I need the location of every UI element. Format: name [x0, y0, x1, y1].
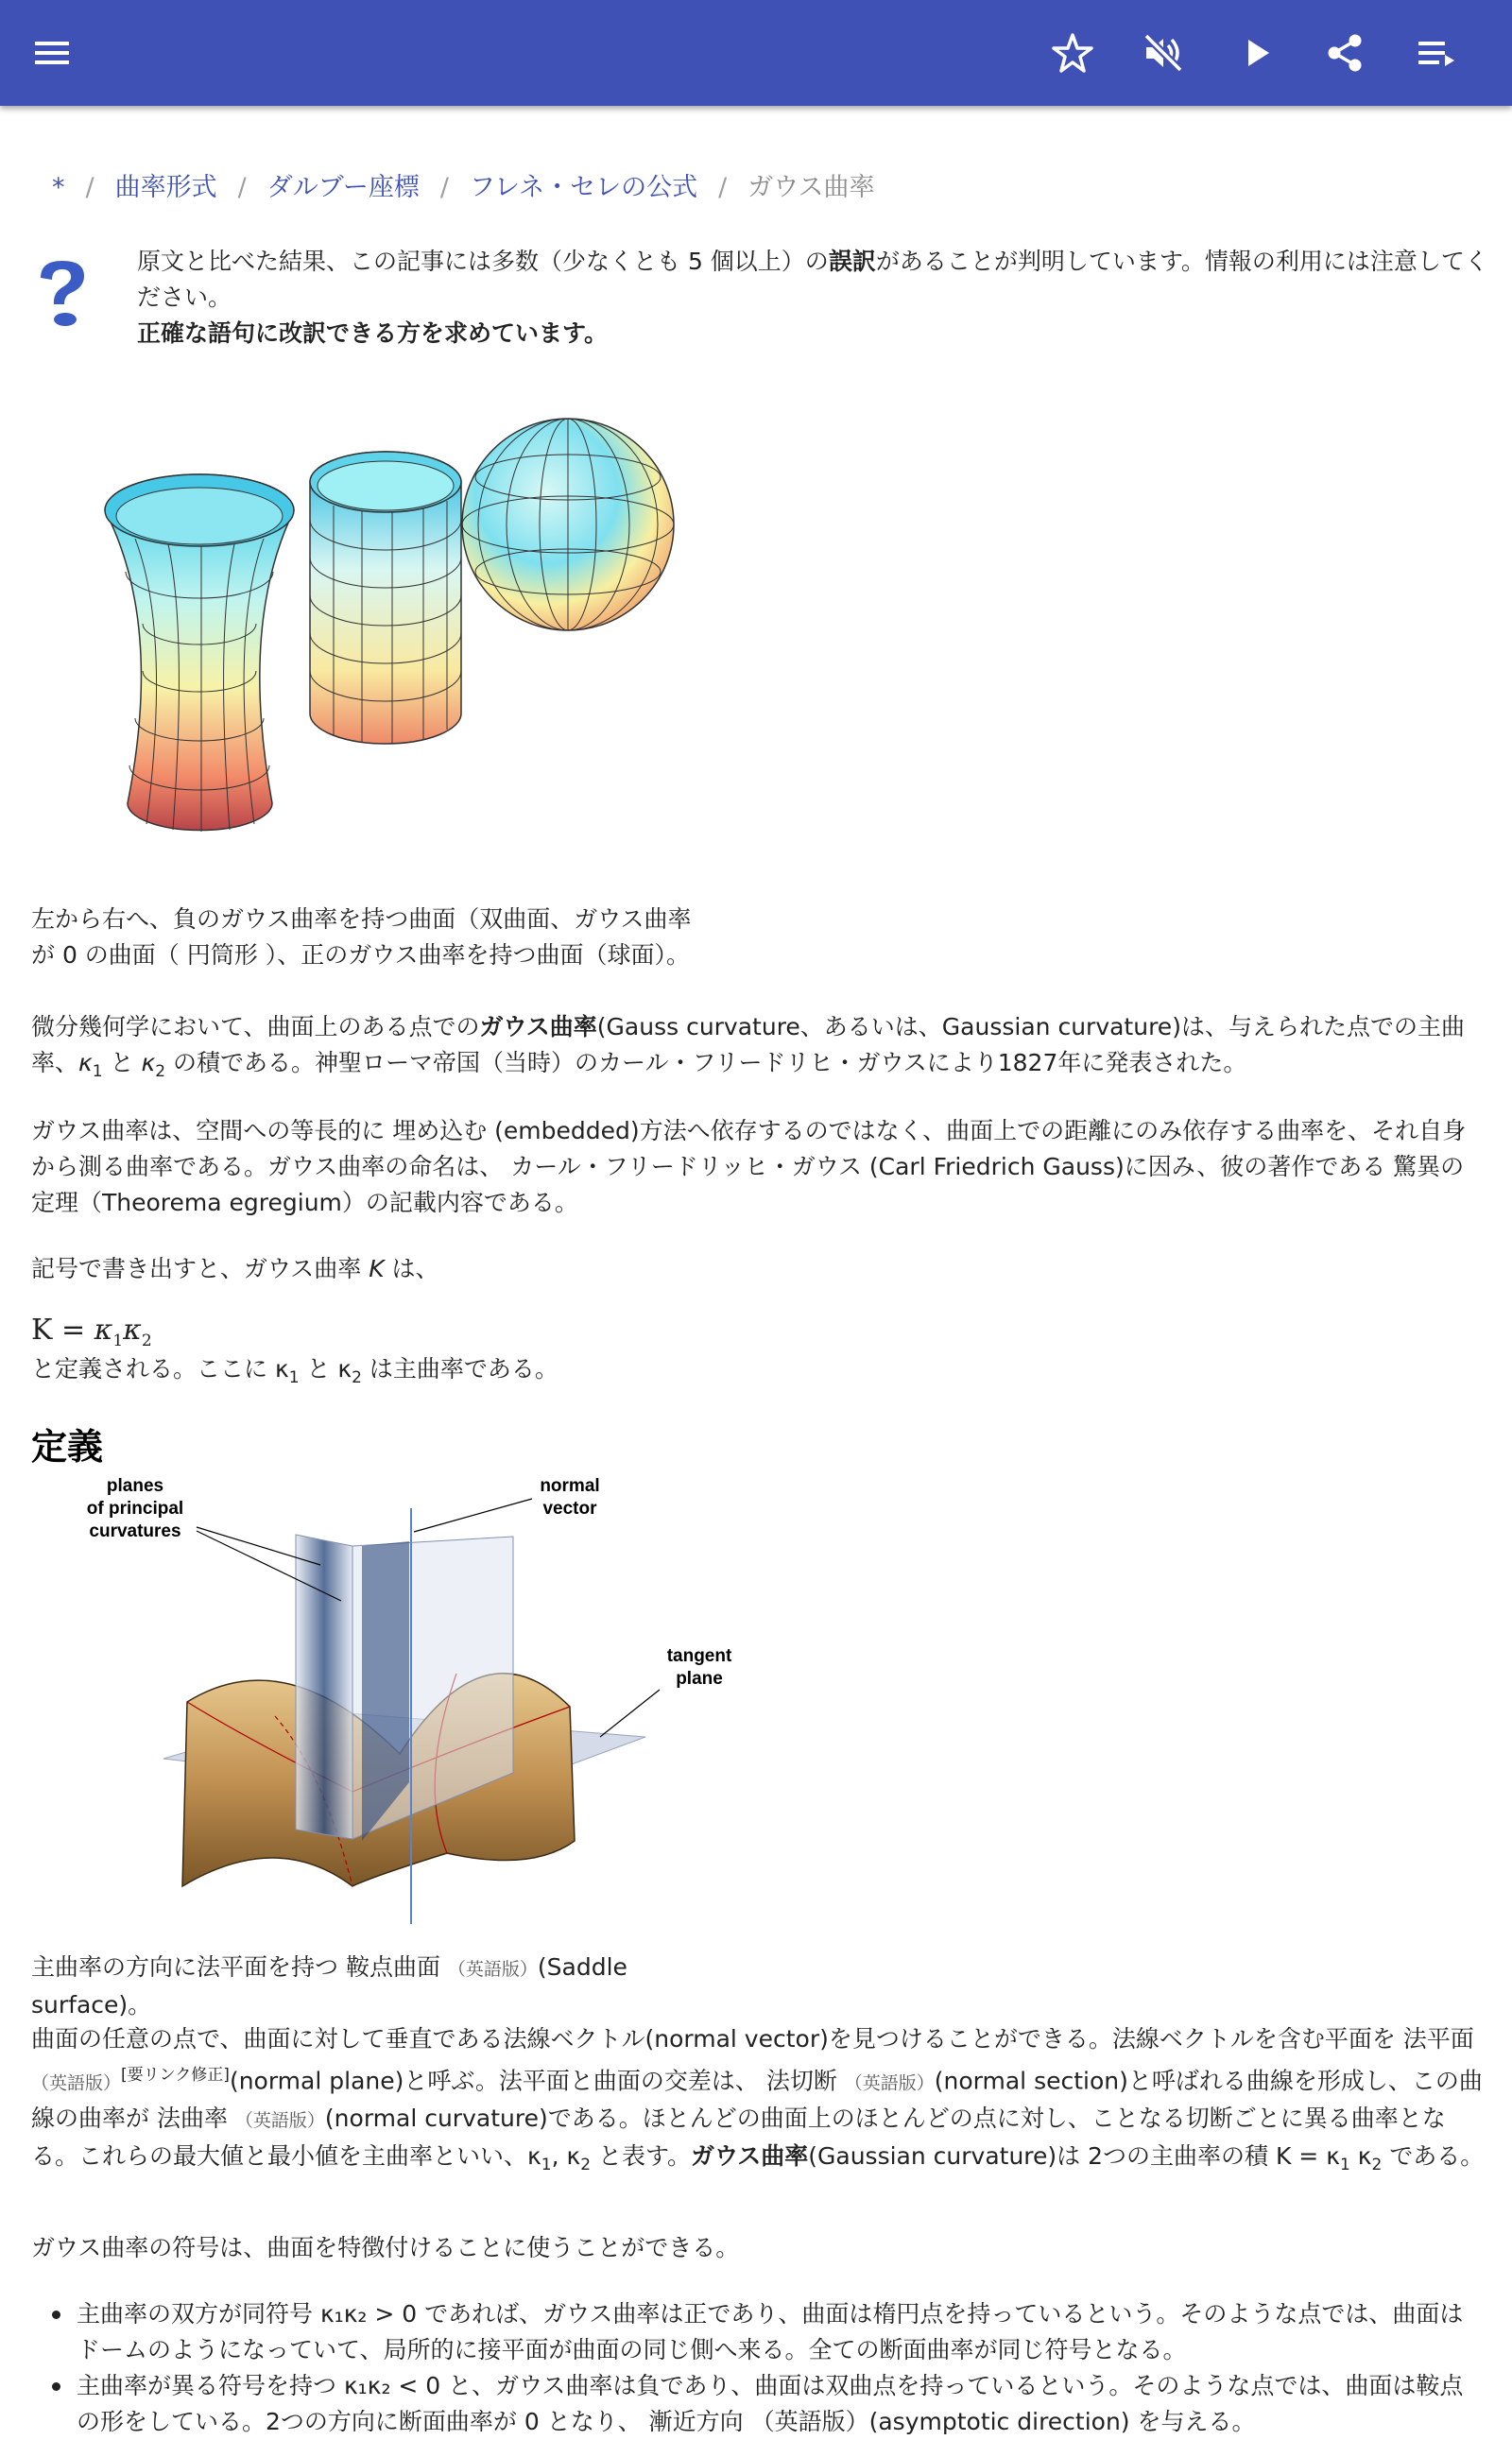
saddle-surface-figure[interactable]: [41, 1470, 740, 1933]
text: 主曲率の方向に法平面を持つ 鞍点曲面: [31, 1953, 448, 1981]
notice-bold: 誤訳: [828, 248, 876, 275]
notice-request: 正確な語句に改訳できる方を求めています。: [137, 319, 609, 347]
cylinder-surface: [310, 452, 461, 744]
menu-icon[interactable]: [22, 23, 82, 83]
text: (normal plane)と呼ぶ。法平面と曲面の交差は、 法切断: [229, 2067, 845, 2095]
link-fix-tag[interactable]: [要リンク修正]: [121, 2066, 230, 2085]
breadcrumb-separator: /: [439, 173, 450, 202]
label-planes: curvatures: [89, 1521, 181, 1541]
star-outline-icon[interactable]: [1042, 23, 1103, 83]
curvature-sign-list: [31, 2296, 1486, 2440]
curvature-surfaces-figure[interactable]: [60, 387, 721, 860]
figure-caption: 左から右へ、負のガウス曲率を持つ曲面（双曲面、ガウス曲率が 0 の曲面（ 円筒形 ）、正のガウス曲率を持つ曲面（球面）。: [31, 905, 692, 969]
breadcrumb-item-darboux[interactable]: ダルブー座標: [266, 173, 420, 202]
sphere-surface: [462, 419, 674, 630]
formula-lhs: K =: [31, 1314, 94, 1347]
english-version-tag[interactable]: （英語版）: [31, 2072, 122, 2094]
term-gaussian-curvature: ガウス曲率: [479, 1013, 597, 1040]
question-mark-icon: [31, 255, 94, 331]
text: の積である。神聖ローマ帝国（当時）のカール・フリードリヒ・ガウスにより1827年に発表された。: [165, 1049, 1247, 1076]
text: (Gaussian curvature)は 2つの主曲率の積 K = κ: [808, 2142, 1340, 2171]
subscript: 1: [288, 1368, 300, 1387]
breadcrumb-item-curvature-form[interactable]: 曲率形式: [114, 173, 217, 202]
app-bar: [0, 0, 1512, 106]
intro-paragraph: ガウス曲率は、空間への等長的に 埋め込む (embedded)方法へ依存するのではなく、曲面上での距離にのみ依存する曲率を、それ自身から測る曲率である。ガウス曲率の命名は、 カール・フリードリッヒ・ガウス (Carl Friedrich Gauss)に因み、彼の著作である 驚異の定理（Theorema egregium）の記載内容である。: [31, 1117, 1467, 1216]
volume-off-icon[interactable]: [1133, 23, 1194, 83]
notice-text: 原文と比べた結果、この記事には多数（少なくとも 5 個以上）の: [137, 248, 829, 275]
kappa-symbol: κ: [337, 1355, 352, 1383]
mistranslation-notice: [137, 244, 1498, 352]
label-normal-vector: normal: [540, 1476, 600, 1496]
subscript: 2: [155, 1062, 166, 1081]
text: と定義される。ここに: [31, 1355, 275, 1383]
share-icon[interactable]: [1314, 23, 1375, 83]
list-item: 主曲率が異る符号を持つ κ₁κ₂ < 0 と、ガウス曲率は負であり、曲面は双曲点を持っているという。そのような点では、曲面は鞍点の形をしている。2つの方向に断面曲率が 0 となり、 漸近方向 （英語版）(asymptotic direction) を与える。: [31, 2368, 1486, 2440]
notice-text: があることが判明しています。情報の利用には注意してください。: [137, 248, 1488, 311]
text: と表す。: [591, 2142, 691, 2171]
play-icon[interactable]: [1226, 23, 1286, 83]
definition-paragraph: [31, 2021, 1486, 2183]
text: と: [299, 1355, 338, 1383]
playlist-icon[interactable]: [1405, 23, 1466, 83]
subscript: 2: [141, 1332, 152, 1350]
subscript: 2: [580, 2156, 592, 2175]
text: と: [102, 1049, 142, 1076]
kappa-symbol: κ: [123, 1314, 142, 1347]
kappa-symbol: κ: [94, 1314, 113, 1347]
section-heading-definition: 定義: [31, 1426, 104, 1468]
subscript: 1: [541, 2156, 552, 2175]
text: (Saddle surface)。: [31, 1953, 627, 2019]
breadcrumb-separator: /: [237, 173, 247, 202]
figure-caption: [31, 1950, 712, 2023]
breadcrumb-item-root[interactable]: *: [52, 173, 65, 202]
kappa-symbol: κ: [141, 1049, 156, 1076]
text: は主曲率である。: [361, 1355, 558, 1383]
english-version-tag[interactable]: （英語版）: [234, 2110, 325, 2132]
intro-paragraph: [31, 1009, 1486, 1090]
text: である。: [1382, 2142, 1485, 2171]
text: 記号で書き出すと、ガウス曲率: [31, 1255, 369, 1282]
symbol-k: K: [369, 1255, 385, 1282]
subscript: 1: [112, 1332, 124, 1350]
breadcrumb-separator: /: [85, 173, 94, 202]
subscript: 1: [1339, 2156, 1350, 2175]
formula: [31, 1314, 152, 1350]
subscript: 1: [92, 1062, 103, 1081]
definition-paragraph: ガウス曲率の符号は、曲面を特徴付けることに使うことができる。: [31, 2234, 740, 2261]
kappa-symbol: κ: [78, 1049, 93, 1076]
breadcrumb: [52, 166, 874, 203]
label-tangent-plane: tangent: [666, 1646, 732, 1666]
text: は、: [384, 1255, 439, 1282]
breadcrumb-item-frenet-serret[interactable]: フレネ・セレの公式: [470, 173, 698, 202]
text: (normal section)と呼ばれる曲線を形成し、この曲線の曲率が 法曲率: [31, 2067, 1483, 2133]
intro-paragraph: [31, 1251, 1486, 1287]
hyperboloid-surface: [105, 474, 294, 832]
text: (normal curvature)である。ほとんどの曲面上のほとんどの点に対し、ことなる切断ごとに異る曲率となる。これらの最大値と最小値を主曲率といい、κ: [31, 2105, 1446, 2171]
subscript: 2: [352, 1368, 362, 1387]
kappa-symbol: κ: [274, 1355, 289, 1383]
label-planes: of principal: [86, 1499, 184, 1519]
english-version-tag[interactable]: （英語版）: [447, 1959, 538, 1980]
label-planes: planes: [106, 1476, 164, 1496]
breadcrumb-current: ガウス曲率: [747, 173, 875, 202]
list-item: 主曲率の双方が同符号 κ₁κ₂ > 0 であれば、ガウス曲率は正であり、曲面は楕円点を持っているという。そのような点では、曲面はドームのようになっていて、局所的に接平面が曲面の同じ側へ来る。全ての断面曲率が同じ符号となる。: [31, 2296, 1486, 2368]
text: 曲面の任意の点で、曲面に対して垂直である法線ベクトル(normal vector)を見つけることができる。法線ベクトルを含む平面を 法平面: [31, 2025, 1474, 2053]
text: (Gauss curvature、あるいは、Gaussian curvature)は、与えられた点での主曲率、: [31, 1013, 1465, 1076]
intro-paragraph: [31, 1351, 1486, 1396]
english-version-tag[interactable]: （英語版）: [844, 2072, 935, 2094]
text: , κ: [551, 2142, 581, 2171]
term-gaussian-curvature: ガウス曲率: [691, 2142, 809, 2171]
label-normal-vector: vector: [542, 1499, 597, 1519]
text: 微分幾何学において、曲面上のある点での: [31, 1013, 480, 1040]
label-tangent-plane: plane: [676, 1669, 723, 1689]
breadcrumb-separator: /: [718, 173, 728, 202]
subscript: 2: [1371, 2156, 1383, 2175]
text: κ: [1349, 2142, 1372, 2171]
